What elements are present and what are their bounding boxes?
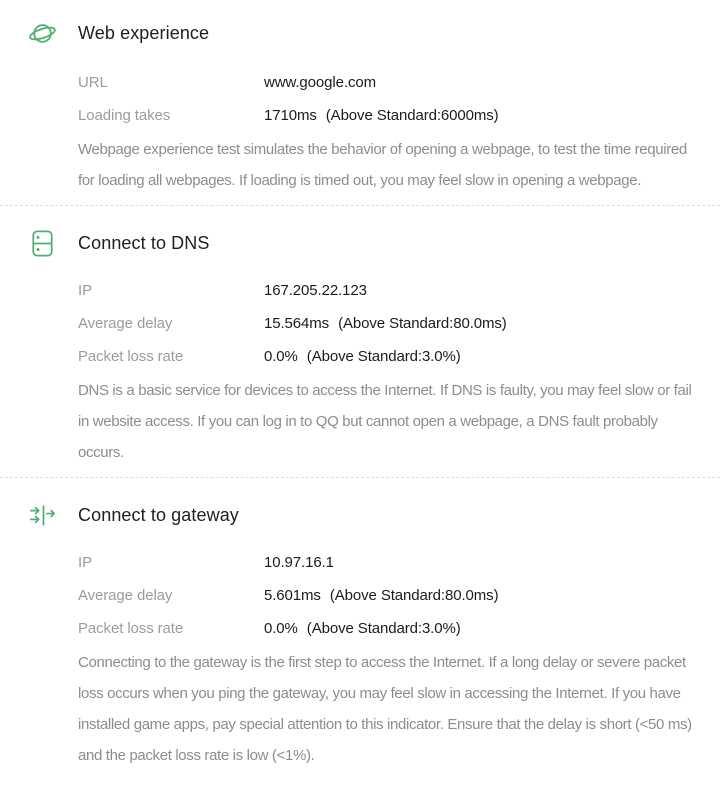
row-value: 0.0% xyxy=(264,620,298,637)
section-title: Web experience xyxy=(78,22,210,43)
row-ip xyxy=(0,274,720,307)
section-description: DNS is a basic service for devices to access the Internet. If DNS is faulty, you may feel slow or fail in website access. If you can log in to QQ but cannot open a webpage, a DNS fault probably occurs. xyxy=(78,382,692,461)
section-connect-to-dns xyxy=(0,206,720,468)
row-label: URL xyxy=(78,74,108,91)
row-average-delay xyxy=(0,579,720,612)
gateway-header xyxy=(0,498,720,532)
row-label: Loading takes xyxy=(78,107,171,124)
row-value: 10.97.16.1 xyxy=(264,554,334,571)
section-title: Connect to DNS xyxy=(78,232,210,253)
dns-rows xyxy=(0,274,720,373)
section-connect-to-gateway xyxy=(0,478,720,771)
section-title: Connect to gateway xyxy=(78,504,239,525)
gateway-rows xyxy=(0,546,720,645)
row-value: www.google.com xyxy=(264,74,376,91)
row-value: 1710ms xyxy=(264,107,317,124)
planet-icon xyxy=(27,18,58,49)
row-standard: (Above Standard:80.0ms) xyxy=(338,315,507,332)
row-label: Average delay xyxy=(78,315,173,332)
row-value: 15.564ms xyxy=(264,315,330,332)
row-label: Packet loss rate xyxy=(78,620,184,637)
server-icon xyxy=(27,228,58,259)
dns-header xyxy=(0,226,720,260)
row-average-delay xyxy=(0,307,720,340)
row-loading-takes xyxy=(0,99,720,132)
row-url xyxy=(0,66,720,99)
section-description: Webpage experience test simulates the behavior of opening a webpage, to test the time required for loading all webpages. If loading is timed out, you may feel slow in opening a webpage. xyxy=(78,141,687,189)
row-packet-loss-rate xyxy=(0,612,720,645)
row-label: Average delay xyxy=(78,587,173,604)
gateway-arrows-icon xyxy=(27,500,58,531)
row-standard: (Above Standard:80.0ms) xyxy=(329,587,499,604)
section-description: Connecting to the gateway is the first step to access the Internet. If a long delay or severe packet loss occurs when you ping the gateway, you may feel slow in accessing the Internet. If you have installed game apps, pay special attention to this indicator. Ensure that the delay is short (<50 ms) and the packet loss rate is low (<1%). xyxy=(78,654,692,764)
row-standard: (Above Standard:6000ms) xyxy=(325,107,499,124)
row-value: 0.0% xyxy=(264,348,298,365)
row-label: IP xyxy=(78,554,92,571)
row-standard: (Above Standard:3.0%) xyxy=(306,620,461,637)
web-experience-header xyxy=(0,16,720,50)
row-value: 5.601ms xyxy=(264,587,321,604)
row-label: IP xyxy=(78,282,92,299)
row-value: 167.205.22.123 xyxy=(264,282,367,299)
row-packet-loss-rate xyxy=(0,340,720,373)
row-standard: (Above Standard:3.0%) xyxy=(306,348,461,365)
row-ip xyxy=(0,546,720,579)
row-label: Packet loss rate xyxy=(78,348,184,365)
section-web-experience xyxy=(0,0,720,196)
web-experience-rows xyxy=(0,66,720,132)
